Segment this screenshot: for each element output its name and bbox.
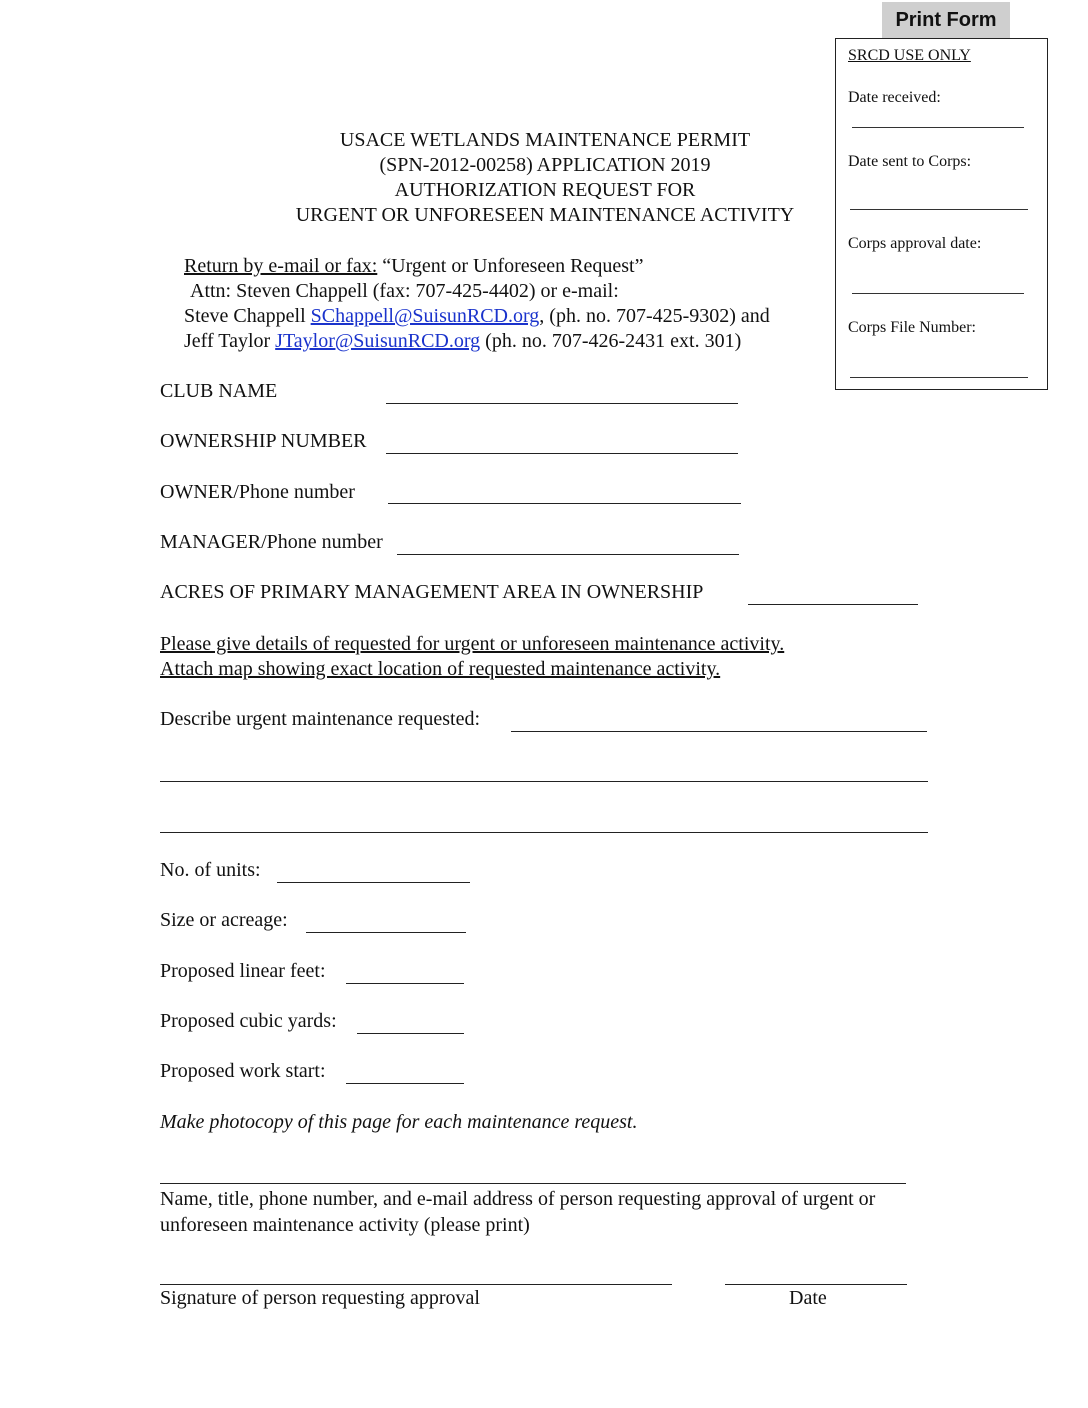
title-line-3: AUTHORIZATION REQUEST FOR bbox=[394, 179, 696, 201]
title-line-1: USACE WETLANDS MAINTENANCE PERMIT bbox=[339, 129, 751, 151]
requester-field[interactable] bbox=[160, 1183, 906, 1184]
instructions bbox=[160, 632, 784, 682]
email-link-schappell[interactable]: SChappell@SuisunRCD.org bbox=[310, 305, 540, 327]
file-number-label: Corps File Number: bbox=[848, 319, 976, 336]
units-field[interactable] bbox=[277, 882, 470, 883]
form-title bbox=[250, 128, 840, 228]
linear-feet-label: Proposed linear feet: bbox=[160, 960, 326, 982]
size-label: Size or acreage: bbox=[160, 909, 288, 931]
describe-field[interactable] bbox=[511, 731, 927, 732]
cubic-yards-field[interactable] bbox=[357, 1033, 464, 1034]
units-label: No. of units: bbox=[160, 859, 261, 881]
work-start-label: Proposed work start: bbox=[160, 1060, 326, 1082]
date-sent-label: Date sent to Corps: bbox=[848, 153, 972, 170]
acres-field[interactable] bbox=[748, 604, 918, 605]
srcd-use-only-box bbox=[835, 38, 1048, 390]
describe-field-line-2[interactable] bbox=[160, 781, 928, 782]
approval-date-line[interactable] bbox=[852, 293, 1024, 294]
title-line-2: (SPN-2012-00258) APPLICATION 2019 bbox=[379, 154, 711, 176]
date-received-line[interactable] bbox=[852, 127, 1024, 128]
photocopy-note: Make photocopy of this page for each maintenance request. bbox=[160, 1111, 638, 1133]
email-link-jtaylor[interactable]: JTaylor@SuisunRCD.org bbox=[275, 330, 481, 352]
return-contact-2: Jeff Taylor bbox=[184, 330, 276, 352]
cubic-yards-label: Proposed cubic yards: bbox=[160, 1010, 337, 1032]
requester-label-line-1: Name, title, phone number, and e-mail address of person requesting approval of urgent or bbox=[160, 1188, 876, 1210]
title-line-4: URGENT OR UNFORESEEN MAINTENANCE ACTIVITY bbox=[295, 204, 795, 226]
size-field[interactable] bbox=[306, 932, 466, 933]
club-name-field[interactable] bbox=[386, 403, 738, 404]
requester-label-line-2: unforeseen maintenance activity (please print) bbox=[160, 1214, 530, 1236]
manager-phone-label: MANAGER/Phone number bbox=[160, 531, 383, 553]
date-label: Date bbox=[789, 1287, 827, 1309]
date-field[interactable] bbox=[725, 1284, 907, 1285]
work-start-field[interactable] bbox=[346, 1083, 464, 1084]
ownership-number-label: OWNERSHIP NUMBER bbox=[160, 430, 367, 452]
instructions-line-2: Attach map showing exact location of requested maintenance activity. bbox=[160, 658, 721, 680]
owner-phone-field[interactable] bbox=[388, 503, 741, 504]
acres-label: ACRES OF PRIMARY MANAGEMENT AREA IN OWNERSHIP bbox=[160, 581, 704, 603]
instructions-line-1: Please give details of requested for urgent or unforeseen maintenance activity. bbox=[160, 633, 785, 655]
return-attn: Attn: Steven Chappell (fax: 707-425-4402) or e-mail: bbox=[190, 280, 619, 302]
club-name-label: CLUB NAME bbox=[160, 380, 278, 402]
linear-feet-field[interactable] bbox=[346, 983, 464, 984]
return-info bbox=[184, 254, 770, 354]
requester-label bbox=[160, 1186, 875, 1238]
return-label-rest: “Urgent or Unforeseen Request” bbox=[377, 255, 644, 277]
file-number-line[interactable] bbox=[850, 377, 1028, 378]
date-sent-line[interactable] bbox=[850, 209, 1028, 210]
print-form-button[interactable]: Print Form bbox=[882, 2, 1010, 38]
return-contact-2-phone: (ph. no. 707-426-2431 ext. 301) bbox=[480, 330, 742, 352]
approval-date-label: Corps approval date: bbox=[848, 235, 982, 252]
describe-field-line-3[interactable] bbox=[160, 832, 928, 833]
signature-field[interactable] bbox=[160, 1284, 672, 1285]
ownership-number-field[interactable] bbox=[386, 453, 738, 454]
describe-label: Describe urgent maintenance requested: bbox=[160, 708, 481, 730]
srcd-heading: SRCD USE ONLY bbox=[848, 47, 971, 64]
owner-phone-label: OWNER/Phone number bbox=[160, 481, 355, 503]
date-received-label: Date received: bbox=[848, 89, 941, 106]
return-contact-1-phone: , (ph. no. 707-425-9302) and bbox=[539, 305, 770, 327]
manager-phone-field[interactable] bbox=[397, 554, 739, 555]
return-label: Return by e-mail or fax: bbox=[184, 255, 378, 277]
return-contact-1: Steve Chappell bbox=[184, 305, 311, 327]
signature-label: Signature of person requesting approval bbox=[160, 1287, 480, 1309]
